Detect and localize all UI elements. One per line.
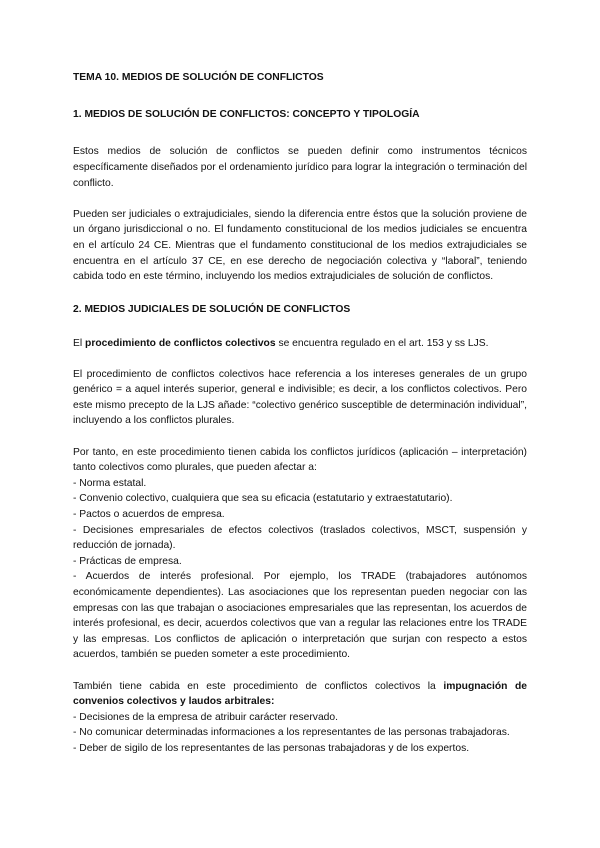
tema-title: TEMA 10. MEDIOS DE SOLUCIÓN DE CONFLICTOS xyxy=(73,72,324,83)
section2-paragraph-1 xyxy=(73,336,527,352)
list-item: - Prácticas de empresa. xyxy=(73,555,182,567)
section2-p1-bold: procedimiento de conflictos colectivos xyxy=(85,337,276,349)
list-item: - Norma estatal. xyxy=(73,477,147,489)
section2-heading: 2. MEDIOS JUDICIALES DE SOLUCIÓN DE CONFLICTOS xyxy=(73,304,351,316)
list-item: - No comunicar determinadas informaciones a los representantes de las personas trabajadoras. xyxy=(73,727,510,739)
section2-p1-post: se encuentra regulado en el art. 153 y ss LJS. xyxy=(275,337,489,349)
section2-p4-pre: También tiene cabida en este procedimiento de conflictos colectivos la xyxy=(73,680,444,692)
list-item: - Convenio colectivo, cualquiera que sea su eficacia (estatutario y extraestatutario). xyxy=(73,493,453,505)
section2-paragraph-4 xyxy=(73,679,527,710)
affected-list xyxy=(73,476,527,663)
list-item: - Acuerdos de interés profesional. Por ejemplo, los TRADE (trabajadores autónomos económicamente dependientes). Las asociaciones que los representan pueden negociar con las empresas con las que trabajan o asociaciones empresariales que las representan, los acuerdos de interés profesional, es decir, acuerdos colectivos que van a regular las relaciones entre los TRADE y las empresas. Los conflictos de aplicación o interpretación que surjan con respecto a estos acuerdos, también se pueden someter a este procedimiento. xyxy=(73,571,527,661)
section1-paragraph-1: Estos medios de solución de conflictos se pueden definir como instrumentos técnicos específicamente diseñados por el ordenamiento jurídico para lograr la integración o terminación del conflicto. xyxy=(73,146,527,189)
list-item: - Decisiones de la empresa de atribuir carácter reservado. xyxy=(73,711,338,723)
impugnation-list xyxy=(73,710,527,757)
section1-paragraph-2: Pueden ser judiciales o extrajudiciales, siendo la diferencia entre éstos que la solución proviene de un órgano jurisdiccional o no. El fundamento constitucional de los medios judiciales se encuentra en el artículo 24 CE. Mientras que el fundamento constitucional de los medios extrajudiciales se encuentra en el artículo 37 CE, en ese derecho de negociación colectiva y “laboral”, teniendo cabida todo en este término, incluyendo los medios extrajudiciales de solución de conflictos. xyxy=(73,208,527,283)
list-item: - Deber de sigilo de los representantes de las personas trabajadoras y de los expertos. xyxy=(73,742,470,754)
section2-p1-pre: El xyxy=(73,337,86,349)
section2-paragraph-2: El procedimiento de conflictos colectivos hace referencia a los intereses generales de un grupo genérico = a aquel interés superior, general e indivisible; es decir, a los conflictos colectivos. Pero este mismo precepto de la LJS añade: “colectivo genérico susceptible de determinación individual”, incluyendo a los conflictos plurales. xyxy=(73,368,527,427)
list-item: - Pactos o acuerdos de empresa. xyxy=(73,509,225,521)
section2-p4-bold: impugnación de convenios colectivos y laudos arbitrales: xyxy=(73,680,527,708)
section2-paragraph-3: Por tanto, en este procedimiento tienen cabida los conflictos jurídicos (aplicación – interpretación) tanto colectivos como plurales, que pueden afectar a: xyxy=(73,446,527,474)
list-item: - Decisiones empresariales de efectos colectivos (traslados colectivos, MSCT, suspensión y reducción de jornada). xyxy=(73,524,527,552)
section1-heading: 1. MEDIOS DE SOLUCIÓN DE CONFLICTOS: CONCEPTO Y TIPOLOGÍA xyxy=(73,109,420,121)
